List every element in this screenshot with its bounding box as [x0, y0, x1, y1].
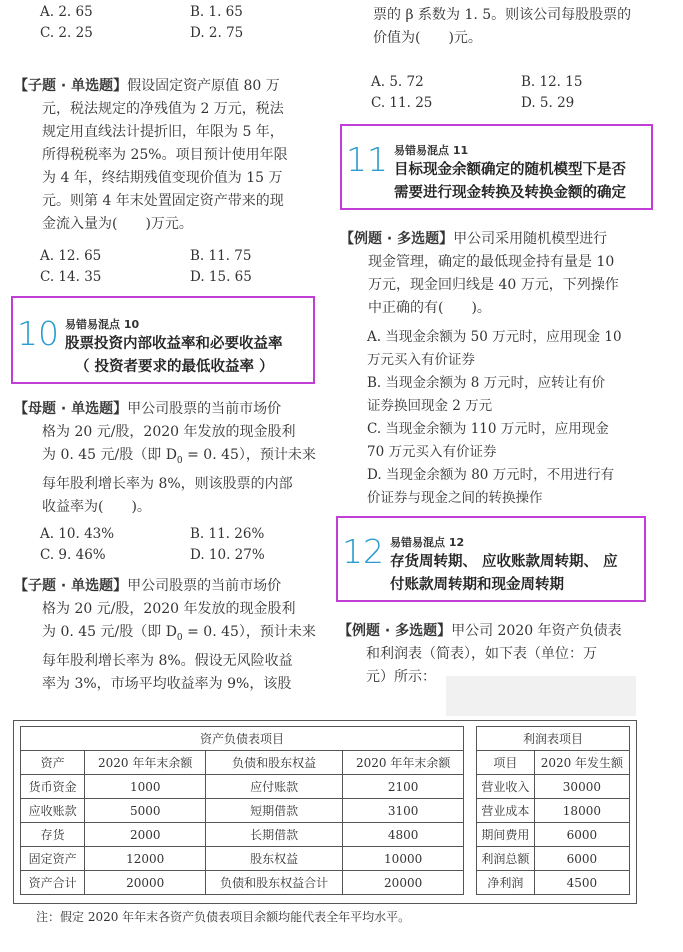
question-text-part: 为 0. 45 元/股（即 D	[42, 624, 177, 640]
table-row	[477, 775, 630, 799]
table-cell: 净利润	[477, 871, 535, 895]
table-cell: 应付账款	[206, 775, 343, 799]
option: D. 15. 65	[190, 269, 252, 285]
table-row	[21, 775, 464, 799]
question-4	[340, 228, 670, 320]
table-cell: 存货	[21, 823, 85, 847]
question-text: 规定用直线法计提折旧，年限为 5 年，	[42, 124, 284, 140]
option: 证券换回现金 2 万元	[367, 398, 493, 414]
table-cell: 资产合计	[21, 871, 85, 895]
table-cell: 短期借款	[206, 799, 343, 823]
question-tag: 【子题 · 单选题】	[14, 578, 128, 594]
table-cell: 20000	[343, 871, 464, 895]
table-note: 注：假定 2020 年年末各资产负债表项目余额均能代表全年平均水平。	[36, 910, 411, 924]
table-row	[477, 799, 630, 823]
table-cell: 股东权益	[206, 847, 343, 871]
option: 价证券与现金之间的转换操作	[367, 490, 543, 506]
question-text	[14, 621, 324, 650]
question-text-part: = 0. 45），预计未来	[182, 447, 316, 463]
table-caption: 资产负债表项目	[21, 727, 464, 751]
key-point-title: 需要进行现金转换及转换金额的确定	[394, 185, 626, 201]
option: C. 2. 25	[40, 25, 93, 41]
question-text: 格为 20 元/股，2020 年发放的现金股利	[42, 424, 296, 440]
question-text: 甲公司采用随机模型进行	[453, 231, 608, 247]
question-3-continued	[345, 4, 670, 50]
question-3	[14, 575, 324, 696]
option: C. 11. 25	[371, 95, 433, 111]
option: B. 1. 65	[190, 4, 243, 20]
question-text: 为 4 年，终结期残值变现价值为 15 万	[42, 170, 283, 186]
balance-sheet-table	[20, 726, 464, 895]
option: A. 2. 65	[40, 4, 93, 20]
question-text: 万元，现金回归线是 40 万元，下列操作	[368, 277, 619, 293]
question-text: 甲公司股票的当前市场价	[127, 578, 282, 594]
key-point-label: 易错易混点 11	[394, 144, 469, 157]
table-cell: 6000	[534, 847, 629, 871]
question-1	[14, 75, 324, 236]
table-cell: 负债和股东权益合计	[206, 871, 343, 895]
table-cell: 营业收入	[477, 775, 535, 799]
question-tag: 【子题 · 单选题】	[14, 78, 128, 94]
key-point-number: 10	[17, 314, 59, 353]
key-point-number: 11	[346, 140, 388, 179]
key-point-title: 股票投资内部收益率和必要收益率	[65, 336, 283, 352]
question-text-part: = 0. 45），预计未来	[182, 624, 316, 640]
table-cell: 长期借款	[206, 823, 343, 847]
table-cell: 利润总额	[477, 847, 535, 871]
blank-area	[446, 676, 636, 716]
option: C. 9. 46%	[40, 547, 106, 563]
key-point-box-12	[336, 516, 646, 602]
question-text: 每年股利增长率为 8%。假设无风险收益	[42, 652, 293, 669]
table-cell: 固定资产	[21, 847, 85, 871]
option: B. 当现金余额为 8 万元时，应转让有价	[367, 375, 606, 391]
table-cell: 期间费用	[477, 823, 535, 847]
question-text: 每年股利增长率为 8%，则该股票的内部	[42, 475, 293, 492]
question-text: 收益率为( )。	[42, 498, 151, 515]
table-caption: 利润表项目	[477, 727, 630, 751]
table-cell: 6000	[534, 823, 629, 847]
top-options-left	[14, 2, 340, 44]
question-text-part: 为 0. 45 元/股（即 D	[42, 447, 177, 463]
option: B. 11. 75	[190, 248, 252, 264]
question-4-options	[345, 326, 670, 510]
question-text: 元。则第 4 年末处置固定资产带来的现	[42, 193, 284, 209]
option: D. 2. 75	[190, 25, 244, 41]
question-text: 所得税税率为 25%。项目预计使用年限	[42, 147, 288, 163]
option: A. 12. 65	[40, 248, 102, 264]
option: D. 当现金余额为 80 万元时，不用进行有	[367, 467, 615, 483]
key-point-label: 易错易混点 10	[65, 318, 140, 331]
table-cell: 营业成本	[477, 799, 535, 823]
table-row	[477, 871, 630, 895]
table-cell: 1000	[85, 775, 206, 799]
table-cell: 4500	[534, 871, 629, 895]
table-cell: 20000	[85, 871, 206, 895]
key-point-number: 12	[342, 532, 384, 571]
option: C. 当现金余额为 110 万元时，应用现金	[367, 421, 609, 437]
table-cell: 12000	[85, 847, 206, 871]
table-cell: 4800	[343, 823, 464, 847]
table-cell: 货币资金	[21, 775, 85, 799]
question-text: 票的 β 系数为 1. 5。则该公司每股股票的	[373, 7, 632, 23]
column-header: 2020 年年末余额	[343, 751, 464, 775]
column-header: 2020 年年末余额	[85, 751, 206, 775]
table-row	[477, 847, 630, 871]
table-row	[21, 847, 464, 871]
question-tag: 【例题 · 多选题】	[338, 623, 452, 639]
table-row	[21, 871, 464, 895]
column-header: 资产	[21, 751, 85, 775]
question-text: 现金管理，确定的最低现金持有量是 10	[368, 254, 615, 270]
table-row	[477, 823, 630, 847]
option: C. 14. 35	[40, 269, 102, 285]
option: D. 10. 27%	[190, 547, 265, 563]
question-text: 元）所示：	[366, 669, 436, 685]
question-text: 率为 3%，市场平均收益率为 9%，该股	[42, 675, 292, 692]
table-cell: 10000	[343, 847, 464, 871]
column-header: 2020 年发生额	[534, 751, 629, 775]
key-point-label: 易错易混点 12	[390, 536, 465, 549]
key-point-title: 存货周转期、 应收账款周转期、 应	[390, 554, 618, 570]
question-text: 和利润表（简表），如下表（单位：万	[366, 646, 597, 662]
question-text	[14, 444, 324, 473]
table-cell: 2000	[85, 823, 206, 847]
table-cell: 3100	[343, 799, 464, 823]
column-header: 项目	[477, 751, 535, 775]
key-point-title: （ 投资者要求的最低收益率 ）	[75, 359, 274, 375]
question-1-options	[14, 246, 340, 288]
key-point-title: 目标现金余额确定的随机模型下是否	[394, 162, 626, 178]
question-text: 金流入量为( )万元。	[42, 216, 193, 232]
key-point-title: 付账款周转期和现金周转期	[390, 577, 564, 593]
question-2	[14, 398, 324, 519]
table-cell: 应收账款	[21, 799, 85, 823]
table-row	[21, 799, 464, 823]
subscript: 0	[176, 455, 183, 466]
table-cell: 30000	[534, 775, 629, 799]
question-text: 甲公司股票的当前市场价	[127, 401, 282, 417]
question-2-options	[14, 524, 340, 566]
question-text: 价值为( )元。	[373, 30, 482, 46]
income-statement-table	[476, 726, 630, 895]
key-point-box-10	[11, 296, 315, 384]
table-cell: 18000	[534, 799, 629, 823]
question-tag: 【母题 · 单选题】	[14, 401, 128, 417]
option: B. 11. 26%	[190, 526, 265, 542]
question-text: 格为 20 元/股，2020 年发放的现金股利	[42, 601, 296, 617]
option: 万元买入有价证券	[367, 352, 475, 368]
table-cell: 5000	[85, 799, 206, 823]
question-text: 甲公司 2020 年资产负债表	[451, 623, 622, 639]
table-cell: 2100	[343, 775, 464, 799]
option: B. 12. 15	[521, 74, 583, 90]
question-text: 中正确的有( )。	[368, 300, 491, 316]
key-point-box-11	[340, 124, 653, 210]
question-tag: 【例题 · 多选题】	[340, 231, 454, 247]
option: A. 5. 72	[371, 74, 424, 90]
subscript: 0	[176, 632, 183, 643]
option: A. 10. 43%	[40, 526, 115, 542]
question-text: 假设固定资产原值 80 万	[127, 78, 280, 94]
column-header: 负债和股东权益	[206, 751, 343, 775]
table-row	[21, 823, 464, 847]
question-text: 元，税法规定的净残值为 2 万元，税法	[42, 101, 284, 117]
option: A. 当现金余额为 50 万元时，应用现金 10	[367, 329, 622, 345]
option: D. 5. 29	[521, 95, 575, 111]
question-3-options	[345, 72, 671, 114]
option: 70 万元买入有价证券	[367, 444, 497, 460]
